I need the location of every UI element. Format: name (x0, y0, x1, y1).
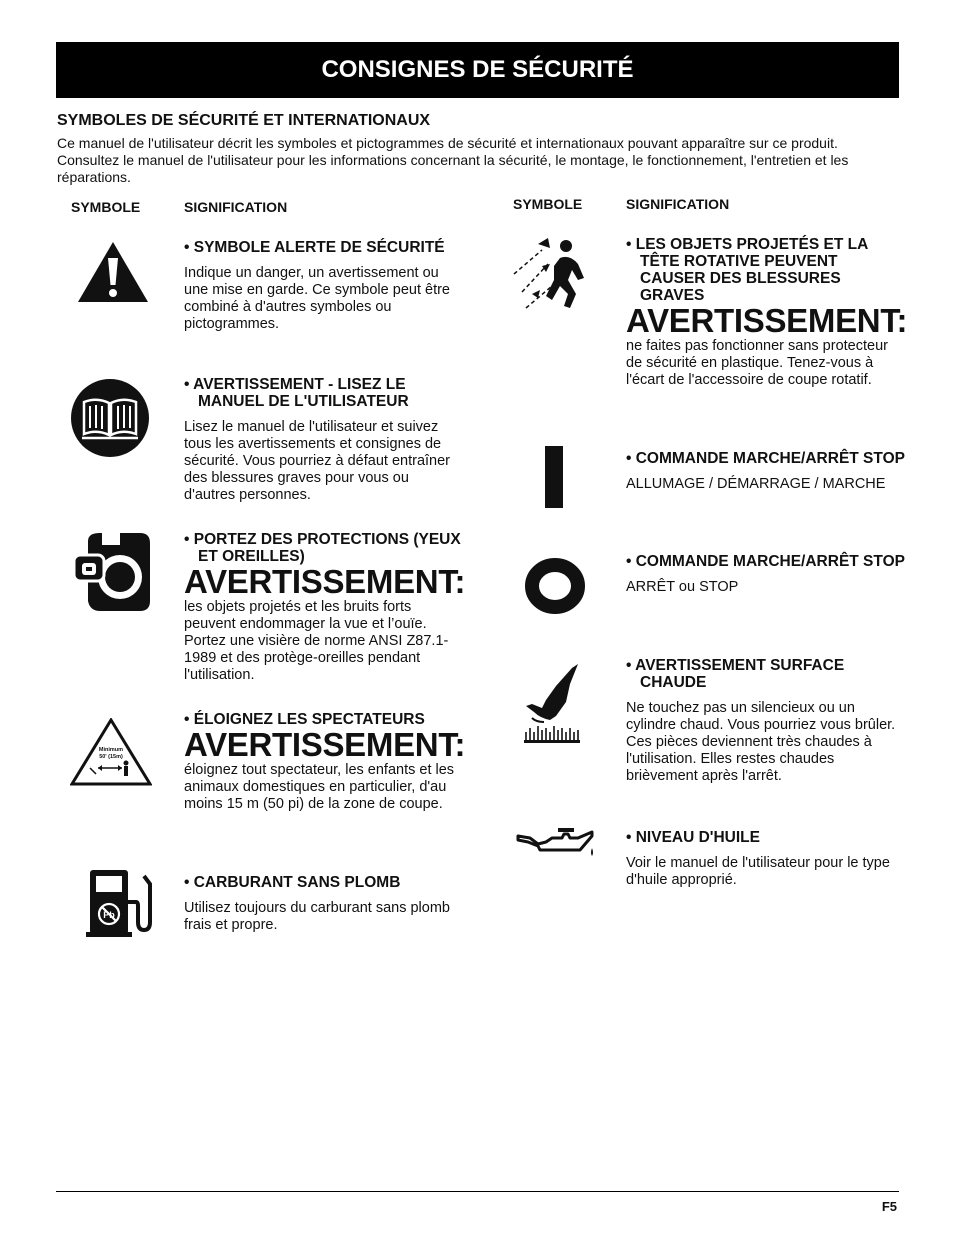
item-title: • COMMANDE MARCHE/ARRÊT STOP (626, 450, 906, 467)
icon-label-minimum: Minimum (98, 747, 124, 753)
item-title: • SYMBOLE ALERTE DE SÉCURITÉ (184, 239, 459, 256)
item-description: Ne touchez pas un silencieux ou un cylindre chaud. Vous pourriez vous brûler. Ces pièces deviennent très chaudes à l'utilisation. Elles restes chaudes brièvement après l'arrêt. (626, 700, 896, 784)
icon-label-distance: 50' (15m) (99, 754, 123, 760)
item-title: • LES OBJETS PROJETÉS ET LA TÊTE ROTATIVE PEUVENT CAUSER DES BLESSURES GRAVES (626, 236, 906, 304)
icon-label-lead: Pb (103, 910, 115, 920)
item-title: • COMMANDE MARCHE/ARRÊT STOP (626, 553, 906, 570)
item-on-switch (626, 450, 906, 493)
page-number: F5 (881, 1199, 897, 1214)
oil-level-icon (516, 826, 598, 862)
item-description: Utilisez toujours du carburant sans plomb frais et propre. (184, 900, 450, 933)
item-title: • ÉLOIGNEZ LES SPECTATEURS (184, 711, 464, 728)
safety-alert-triangle-icon (76, 240, 150, 304)
unleaded-fuel-pump-icon (86, 868, 154, 938)
thrown-objects-icon (512, 234, 596, 314)
warning-heading: AVERTISSEMENT: (184, 563, 466, 600)
eye-ear-protection-icon (70, 531, 152, 613)
item-description: ne faites pas fonctionner sans protecteur de sécurité en plastique. Tenez-vous à l'écart de l'accessoire de coupe rotatif. (626, 338, 888, 388)
item-description: ALLUMAGE / DÉMARRAGE / MARCHE (626, 476, 886, 492)
item-thrown-objects (626, 236, 906, 389)
item-description: éloignez tout spectateur, les enfants et les animaux domestiques en particulier, d'au moins 15 m (50 pi) de la zone de coupe. (184, 762, 455, 812)
banner-title: CONSIGNES DE SÉCURITÉ (321, 56, 634, 83)
item-title: • PORTEZ DES PROTECTIONS (YEUX ET OREILLES) (184, 531, 464, 565)
item-off-switch (626, 553, 906, 596)
off-symbol-icon (524, 558, 586, 614)
footer-divider (56, 1191, 899, 1192)
intro-paragraph: Ce manuel de l'utilisateur décrit les symboles et pictogrammes de sécurité et internationaux pouvant apparaître sur ce produit. Consultez le manuel de l'utilisateur pour les informations concernant la sécurité, le montage, le fonctionnement, l'entretien et les réparations. (57, 135, 849, 185)
item-unleaded-fuel (184, 874, 464, 934)
item-title: • AVERTISSEMENT - LISEZ LE MANUEL DE L'UTILISATEUR (184, 376, 462, 410)
item-hot-surface (626, 657, 906, 785)
section-title: SYMBOLES DE SÉCURITÉ ET INTERNATIONAUX (57, 112, 431, 129)
item-title: • AVERTISSEMENT SURFACE CHAUDE (626, 657, 906, 691)
item-description: Voir le manuel de l'utilisateur pour le type d'huile approprié. (626, 855, 890, 888)
on-symbol-icon (545, 446, 563, 508)
warning-heading: AVERTISSEMENT: (626, 302, 908, 339)
item-keep-bystanders-away (184, 711, 464, 813)
read-manual-icon (70, 378, 150, 458)
left-meaning-header: SIGNIFICATION (184, 199, 288, 215)
item-title: • CARBURANT SANS PLOMB (184, 874, 464, 891)
item-description: Lisez le manuel de l'utilisateur et suivez tous les avertissements et consignes de sécurité. Vous pourriez à défaut entraîner des blessures graves pour vous ou d'autres personnes. (184, 419, 450, 503)
item-title: • NIVEAU D'HUILE (626, 829, 906, 846)
item-description: ARRÊT ou STOP (626, 579, 739, 595)
item-safety-alert (184, 239, 459, 333)
left-symbol-header: SYMBOLE (71, 199, 141, 215)
right-symbol-header: SYMBOLE (513, 196, 583, 212)
item-description: Indique un danger, un avertissement ou une mise en garde. Ce symbole peut être combiné à d'autres symboles ou pictogrammes. (184, 265, 450, 332)
warning-heading: AVERTISSEMENT: (184, 726, 466, 763)
hot-surface-icon (522, 662, 582, 744)
item-eye-ear-protection (184, 531, 464, 684)
page-banner (56, 42, 899, 98)
item-description: les objets projetés et les bruits forts peuvent endommager la vue et l’ouïe. Portez une visière de norme ANSI Z87.1-1989 et des protège-oreilles pendant l'utilisation. (184, 599, 449, 683)
item-read-manual (184, 376, 462, 504)
item-oil-level (626, 829, 906, 889)
keep-bystanders-away-icon (70, 718, 152, 786)
right-meaning-header: SIGNIFICATION (626, 196, 730, 212)
